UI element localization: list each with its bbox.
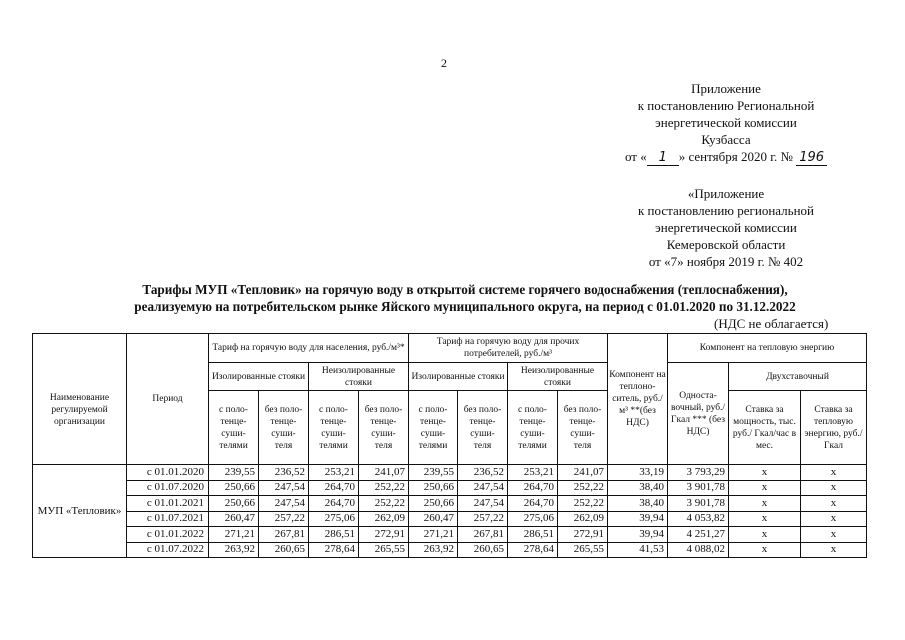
- value-cell: 252,22: [359, 496, 409, 512]
- date-prefix: от «: [624, 149, 647, 164]
- period-cell: с 01.01.2020: [127, 465, 209, 481]
- value-cell: х: [729, 465, 801, 481]
- value-cell: 286,51: [309, 527, 359, 543]
- header-single-rate: Односта-вочный, руб./Гкал *** (без НДС): [668, 363, 729, 465]
- value-cell: 241,07: [359, 465, 409, 481]
- value-cell: 253,21: [508, 465, 558, 481]
- value-cell: 4 088,02: [668, 542, 729, 558]
- header-nonisolated: Неизолированные стояки: [508, 363, 608, 391]
- appendix-line: энергетической комиссии: [655, 115, 797, 130]
- appendix-line: к постановлению Региональной: [637, 98, 815, 113]
- appendix-line: Кемеровской области: [666, 237, 786, 252]
- header-period: Период: [127, 334, 209, 465]
- value-cell: 252,22: [558, 480, 608, 496]
- value-cell: 247,54: [458, 496, 508, 512]
- header-without-towel-dryer: без поло-тенце-суши-теля: [458, 391, 508, 465]
- header-two-rate: Двухставочный: [729, 363, 867, 391]
- value-cell: х: [729, 511, 801, 527]
- value-cell: 265,55: [558, 542, 608, 558]
- value-cell: 257,22: [458, 511, 508, 527]
- value-cell: 263,92: [209, 542, 259, 558]
- value-cell: 263,92: [409, 542, 458, 558]
- value-cell: 33,19: [608, 465, 668, 481]
- value-cell: 286,51: [508, 527, 558, 543]
- value-cell: 39,94: [608, 527, 668, 543]
- value-cell: х: [801, 480, 867, 496]
- appendix-line: энергетической комиссии: [655, 220, 797, 235]
- value-cell: 236,52: [458, 465, 508, 481]
- value-cell: 4 053,82: [668, 511, 729, 527]
- value-cell: 239,55: [409, 465, 458, 481]
- appendix-line: от «7» ноября 2019 г. № 402: [648, 254, 804, 269]
- value-cell: 275,06: [309, 511, 359, 527]
- table-row: [33, 465, 867, 481]
- value-cell: 260,47: [209, 511, 259, 527]
- value-cell: 267,81: [458, 527, 508, 543]
- title-line: Тарифы МУП «Тепловик» на горячую воду в открытой системе горячего водоснабжения (теплоснабжения),: [142, 282, 788, 297]
- value-cell: х: [729, 542, 801, 558]
- table-row: [33, 542, 867, 558]
- tariff-table: [32, 333, 867, 558]
- header-without-towel-dryer: без поло-тенце-суши-теля: [259, 391, 309, 465]
- value-cell: 236,52: [259, 465, 309, 481]
- header-without-towel-dryer: без поло-тенце-суши-теля: [359, 391, 409, 465]
- header-with-towel-dryer: с поло-тенце-суши-телями: [309, 391, 359, 465]
- value-cell: 41,53: [608, 542, 668, 558]
- value-cell: 264,70: [508, 496, 558, 512]
- period-cell: с 01.07.2022: [127, 542, 209, 558]
- value-cell: х: [801, 542, 867, 558]
- value-cell: х: [729, 496, 801, 512]
- table-row: [33, 511, 867, 527]
- value-cell: 275,06: [508, 511, 558, 527]
- value-cell: 247,54: [259, 496, 309, 512]
- value-cell: 267,81: [259, 527, 309, 543]
- appendix-block-original: [596, 185, 856, 270]
- header-org: Наименование регулируемой организации: [33, 334, 127, 465]
- header-other-tariff: Тариф на горячую воду для прочих потребителей, руб./м³: [409, 334, 608, 363]
- handwritten-day: 1: [647, 151, 679, 166]
- document-title: [70, 281, 860, 315]
- header-with-towel-dryer: с поло-тенце-суши-телями: [409, 391, 458, 465]
- value-cell: 271,21: [209, 527, 259, 543]
- value-cell: 264,70: [508, 480, 558, 496]
- value-cell: 278,64: [508, 542, 558, 558]
- value-cell: 262,09: [558, 511, 608, 527]
- value-cell: 278,64: [309, 542, 359, 558]
- table-row: [33, 527, 867, 543]
- period-cell: с 01.07.2021: [127, 511, 209, 527]
- header-with-towel-dryer: с поло-тенце-суши-телями: [508, 391, 558, 465]
- value-cell: 260,65: [458, 542, 508, 558]
- value-cell: 260,47: [409, 511, 458, 527]
- header-power-rate: Ставка за мощность, тыс. руб./ Гкал/час в мес.: [729, 391, 801, 465]
- value-cell: х: [801, 496, 867, 512]
- period-cell: с 01.01.2022: [127, 527, 209, 543]
- value-cell: х: [801, 511, 867, 527]
- value-cell: 250,66: [409, 480, 458, 496]
- appendix-date-line: [596, 148, 856, 166]
- value-cell: 39,94: [608, 511, 668, 527]
- value-cell: 257,22: [259, 511, 309, 527]
- page-number: 2: [441, 56, 447, 70]
- value-cell: 250,66: [209, 480, 259, 496]
- value-cell: 264,70: [309, 480, 359, 496]
- appendix-line: «Приложение: [687, 186, 765, 201]
- value-cell: 241,07: [558, 465, 608, 481]
- header-isolated: Изолированные стояки: [209, 363, 309, 391]
- value-cell: 4 251,27: [668, 527, 729, 543]
- value-cell: 250,66: [209, 496, 259, 512]
- value-cell: х: [801, 527, 867, 543]
- value-cell: 3 901,78: [668, 496, 729, 512]
- value-cell: 265,55: [359, 542, 409, 558]
- value-cell: 272,91: [359, 527, 409, 543]
- value-cell: 252,22: [558, 496, 608, 512]
- value-cell: 250,66: [409, 496, 458, 512]
- organization-name: МУП «Тепловик»: [33, 465, 127, 558]
- value-cell: 3 793,29: [668, 465, 729, 481]
- handwritten-number: 196: [796, 151, 827, 166]
- value-cell: 247,54: [458, 480, 508, 496]
- appendix-block-current: [596, 80, 856, 166]
- value-cell: х: [801, 465, 867, 481]
- appendix-line: к постановлению региональной: [637, 203, 814, 218]
- header-with-towel-dryer: с поло-тенце-суши-телями: [209, 391, 259, 465]
- value-cell: 252,22: [359, 480, 409, 496]
- vat-note: (НДС не облагается): [714, 316, 829, 331]
- value-cell: 38,40: [608, 496, 668, 512]
- date-suffix: » сентября 2020 г. №: [678, 149, 793, 164]
- period-cell: с 01.01.2021: [127, 496, 209, 512]
- table-row: [33, 480, 867, 496]
- header-population-tariff: Тариф на горячую воду для населения, руб./м³*: [209, 334, 409, 363]
- value-cell: 3 901,78: [668, 480, 729, 496]
- value-cell: 271,21: [409, 527, 458, 543]
- value-cell: х: [729, 480, 801, 496]
- header-without-towel-dryer: без поло-тенце-суши-теля: [558, 391, 608, 465]
- header-isolated: Изолированные стояки: [409, 363, 508, 391]
- header-nonisolated: Неизолированные стояки: [309, 363, 409, 391]
- value-cell: 253,21: [309, 465, 359, 481]
- value-cell: 239,55: [209, 465, 259, 481]
- value-cell: 262,09: [359, 511, 409, 527]
- appendix-line: Приложение: [691, 81, 761, 96]
- period-cell: с 01.07.2020: [127, 480, 209, 496]
- value-cell: 38,40: [608, 480, 668, 496]
- value-cell: 264,70: [309, 496, 359, 512]
- header-energy-component: Компонент на тепловую энергию: [668, 334, 867, 363]
- value-cell: 260,65: [259, 542, 309, 558]
- table-row: [33, 496, 867, 512]
- header-carrier-component: Компонент на теплоно-ситель, руб./м³ **(без НДС): [608, 334, 668, 465]
- title-line: реализуемую на потребительском рынке Яйского муниципального округа, на период с 01.01.2020 по 31.12.2022: [134, 299, 796, 314]
- header-energy-rate: Ставка за тепловую энергию, руб./Гкал: [801, 391, 867, 465]
- value-cell: 247,54: [259, 480, 309, 496]
- value-cell: х: [729, 527, 801, 543]
- value-cell: 272,91: [558, 527, 608, 543]
- tariff-table-body: [33, 465, 867, 558]
- appendix-line: Кузбасса: [701, 132, 751, 147]
